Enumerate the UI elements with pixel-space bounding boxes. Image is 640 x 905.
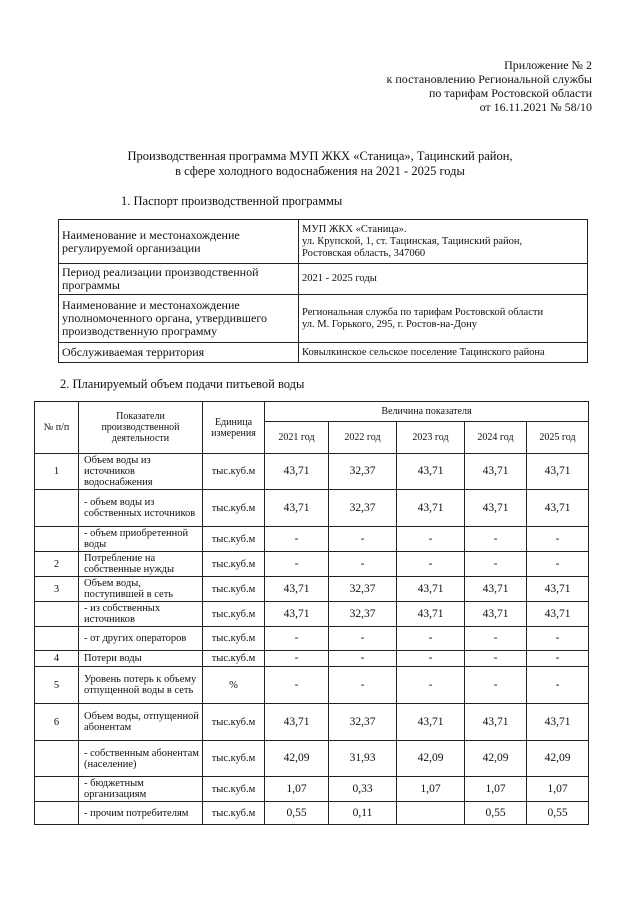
passport-value-line: ул. М. Горького, 295, г. Ростов-на-Дону [302, 318, 477, 330]
header-indicator: Показатели производственной деятельности [79, 402, 203, 454]
row-value-2024: - [465, 627, 527, 651]
row-indicator: - прочим потребителям [79, 802, 203, 825]
passport-value-line: Региональная служба по тарифам Ростовской области [302, 306, 544, 318]
row-unit: тыс.куб.м [203, 741, 265, 777]
row-value-2025: 43,71 [527, 602, 589, 627]
table-header-row [35, 402, 589, 422]
row-number: 2 [35, 552, 79, 577]
row-indicator: Объем воды из источников водоснабжения [79, 454, 203, 490]
header-year-2025: 2025 год [527, 422, 589, 454]
table-row [35, 454, 589, 490]
passport-label: Обслуживаемая территория [59, 343, 299, 363]
row-number [35, 602, 79, 627]
row-value-2023: 43,71 [397, 577, 465, 602]
row-value-2023: 43,71 [397, 704, 465, 741]
row-number [35, 777, 79, 802]
row-unit: тыс.куб.м [203, 602, 265, 627]
passport-value [299, 295, 588, 343]
table-row [35, 527, 589, 552]
row-value-2023: - [397, 651, 465, 667]
row-value-2024: 1,07 [465, 777, 527, 802]
row-number [35, 741, 79, 777]
row-number [35, 490, 79, 527]
water-volume-table [34, 401, 589, 825]
passport-row [59, 343, 588, 363]
table-row [35, 552, 589, 577]
row-value-2024: - [465, 527, 527, 552]
row-value-2023: 43,71 [397, 490, 465, 527]
table-row [35, 667, 589, 704]
row-value-2022: - [329, 527, 397, 552]
row-value-2021: 42,09 [265, 741, 329, 777]
row-value-2022: 32,37 [329, 602, 397, 627]
row-value-2021: 0,55 [265, 802, 329, 825]
row-value-2021: - [265, 552, 329, 577]
header-year-2021: 2021 год [265, 422, 329, 454]
row-value-2022: - [329, 627, 397, 651]
header-value-group: Величина показателя [265, 402, 589, 422]
appendix-line-3: по тарифам Ростовской области [428, 86, 592, 100]
row-unit: тыс.куб.м [203, 577, 265, 602]
passport-value [299, 220, 588, 264]
row-indicator: - объем приобретенной воды [79, 527, 203, 552]
passport-label: Наименование и местонахождение уполномоченного органа, утвердившего производственную программу [59, 295, 299, 343]
row-value-2023: 42,09 [397, 741, 465, 777]
row-indicator: - из собственных источников [79, 602, 203, 627]
header-unit: Единица измерения [203, 402, 265, 454]
row-unit: тыс.куб.м [203, 651, 265, 667]
row-value-2022: 32,37 [329, 454, 397, 490]
row-value-2022: 0,33 [329, 777, 397, 802]
table-row [35, 627, 589, 651]
row-number: 6 [35, 704, 79, 741]
row-indicator: Уровень потерь к объему отпущенной воды в сеть [79, 667, 203, 704]
passport-row [59, 295, 588, 343]
row-number [35, 802, 79, 825]
header-year-2024: 2024 год [465, 422, 527, 454]
section-2-heading: 2. Планируемый объем подачи питьевой воды [60, 377, 305, 391]
table-row [35, 490, 589, 527]
row-value-2021: 43,71 [265, 454, 329, 490]
row-value-2023 [397, 802, 465, 825]
row-value-2024: 43,71 [465, 704, 527, 741]
header-num: № п/п [35, 402, 79, 454]
row-value-2025: - [527, 627, 589, 651]
row-indicator: Потребление на собственные нужды [79, 552, 203, 577]
row-number: 5 [35, 667, 79, 704]
row-value-2023: - [397, 667, 465, 704]
row-number: 4 [35, 651, 79, 667]
passport-value-line: МУП ЖКХ «Станица». [302, 223, 407, 235]
row-indicator: - объем воды из собственных источников [79, 490, 203, 527]
passport-value-line: ул. Крупской, 1, ст. Тацинская, Тацинский район, [302, 235, 523, 247]
row-indicator: Потери воды [79, 651, 203, 667]
row-value-2025: - [527, 667, 589, 704]
row-value-2024: 43,71 [465, 490, 527, 527]
appendix-header [387, 58, 592, 114]
row-indicator: - собственным абонентам (население) [79, 741, 203, 777]
row-value-2021: 1,07 [265, 777, 329, 802]
appendix-line-2: к постановлению Региональной службы [386, 72, 592, 86]
row-value-2022: 32,37 [329, 704, 397, 741]
row-value-2021: 43,71 [265, 602, 329, 627]
row-value-2024: - [465, 667, 527, 704]
title-line-1: Производственная программа МУП ЖКХ «Станица», Тацинский район, [127, 149, 513, 163]
row-value-2022: - [329, 651, 397, 667]
row-number [35, 627, 79, 651]
row-unit: тыс.куб.м [203, 490, 265, 527]
header-year-2022: 2022 год [329, 422, 397, 454]
row-value-2025: - [527, 527, 589, 552]
table-row [35, 651, 589, 667]
table-row [35, 602, 589, 627]
table-row [35, 802, 589, 825]
row-value-2023: 43,71 [397, 602, 465, 627]
row-value-2021: - [265, 627, 329, 651]
row-value-2025: 42,09 [527, 741, 589, 777]
row-indicator: - от других операторов [79, 627, 203, 651]
appendix-line-1: Приложение № 2 [504, 58, 592, 72]
row-value-2023: 43,71 [397, 454, 465, 490]
header-year-2023: 2023 год [397, 422, 465, 454]
row-number [35, 527, 79, 552]
row-value-2023: - [397, 552, 465, 577]
row-value-2025: 43,71 [527, 454, 589, 490]
section-1-heading: 1. Паспорт производственной программы [121, 194, 343, 208]
row-value-2022: 32,37 [329, 490, 397, 527]
table-row [35, 777, 589, 802]
passport-value-line: 2021 - 2025 годы [302, 273, 377, 284]
passport-value [299, 264, 588, 295]
row-value-2021: 43,71 [265, 704, 329, 741]
passport-row [59, 220, 588, 264]
row-value-2025: 43,71 [527, 704, 589, 741]
row-value-2021: 43,71 [265, 577, 329, 602]
row-value-2024: 0,55 [465, 802, 527, 825]
row-value-2024: - [465, 552, 527, 577]
row-indicator: Объем воды, поступившей в сеть [79, 577, 203, 602]
row-value-2023: - [397, 527, 465, 552]
appendix-line-4: от 16.11.2021 № 58/10 [479, 100, 592, 114]
row-value-2021: - [265, 667, 329, 704]
row-value-2022: 32,37 [329, 577, 397, 602]
row-value-2023: 1,07 [397, 777, 465, 802]
table-row [35, 741, 589, 777]
row-value-2025: 0,55 [527, 802, 589, 825]
passport-table [58, 219, 588, 363]
row-value-2024: 43,71 [465, 602, 527, 627]
passport-value-line: Ростовская область, 347060 [302, 247, 426, 259]
table-row [35, 577, 589, 602]
row-value-2021: - [265, 527, 329, 552]
row-value-2025: - [527, 552, 589, 577]
row-value-2021: 43,71 [265, 490, 329, 527]
passport-label: Наименование и местонахождение регулируемой организации [59, 220, 299, 264]
row-value-2021: - [265, 651, 329, 667]
row-unit: % [203, 667, 265, 704]
row-value-2025: 43,71 [527, 490, 589, 527]
passport-label: Период реализации производственной программы [59, 264, 299, 295]
passport-row [59, 264, 588, 295]
row-value-2024: 43,71 [465, 454, 527, 490]
row-value-2024: - [465, 651, 527, 667]
row-value-2024: 43,71 [465, 577, 527, 602]
row-unit: тыс.куб.м [203, 454, 265, 490]
row-unit: тыс.куб.м [203, 704, 265, 741]
row-unit: тыс.куб.м [203, 802, 265, 825]
row-value-2022: - [329, 667, 397, 704]
passport-value-line: Ковылкинское сельское поселение Тацинского района [302, 346, 545, 358]
row-value-2025: - [527, 651, 589, 667]
row-value-2023: - [397, 627, 465, 651]
table-row [35, 704, 589, 741]
row-value-2025: 1,07 [527, 777, 589, 802]
row-value-2022: 0,11 [329, 802, 397, 825]
row-indicator: - бюджетным организациям [79, 777, 203, 802]
row-value-2025: 43,71 [527, 577, 589, 602]
row-indicator: Объем воды, отпущенной абонентам [79, 704, 203, 741]
row-number: 1 [35, 454, 79, 490]
row-value-2024: 42,09 [465, 741, 527, 777]
passport-value [299, 343, 588, 363]
document-title [0, 149, 640, 179]
row-unit: тыс.куб.м [203, 552, 265, 577]
row-value-2022: 31,93 [329, 741, 397, 777]
row-unit: тыс.куб.м [203, 627, 265, 651]
row-number: 3 [35, 577, 79, 602]
title-line-2: в сфере холодного водоснабжения на 2021 - 2025 годы [175, 164, 465, 178]
row-unit: тыс.куб.м [203, 527, 265, 552]
row-unit: тыс.куб.м [203, 777, 265, 802]
row-value-2022: - [329, 552, 397, 577]
